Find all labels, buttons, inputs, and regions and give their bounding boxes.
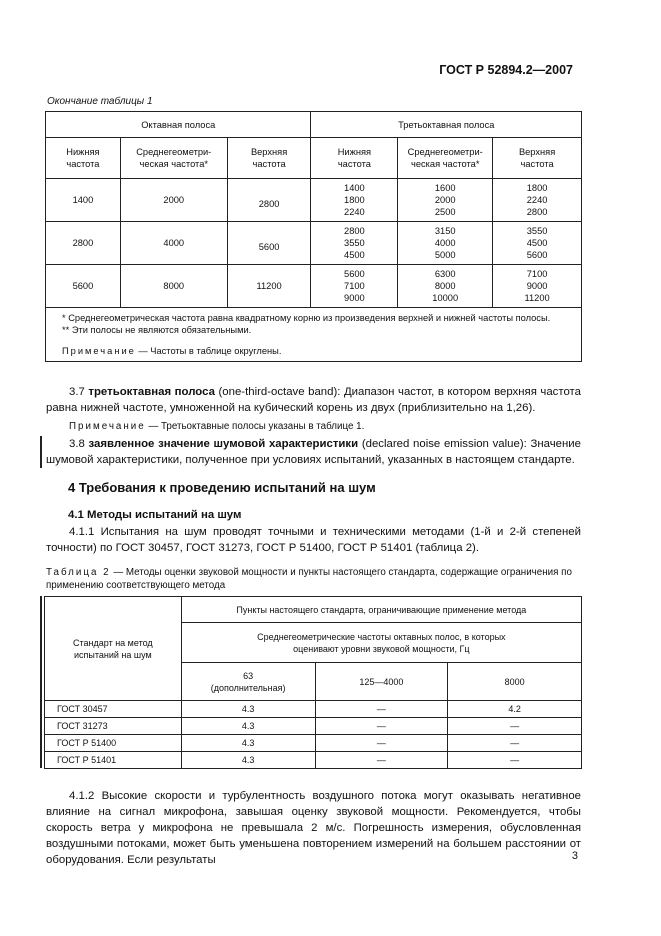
cell-63: 4.3 — [181, 735, 315, 752]
table1-footnote-2: ** Эти полосы не являются обязательными. — [62, 325, 252, 335]
table1 — [45, 111, 582, 362]
definition-3-7: 3.7 третьоктавная полоса (one-third-octave band): Диапазон частот, в котором верхняя частота равна нижней частоте, умноженной на кубический корень из двух (приблизительно на 1,26). — [46, 386, 581, 414]
table1-notes — [46, 308, 582, 362]
table-row — [46, 265, 582, 308]
cell-125-4000: — — [315, 701, 448, 718]
cell-standard: ГОСТ Р 51400 — [45, 735, 182, 752]
table2-header-row — [45, 597, 582, 623]
table1-group-third: Третьоктавная полоса — [311, 112, 582, 138]
cell-third-lower: 5600 7100 9000 — [311, 265, 398, 308]
page-number: 3 — [571, 850, 578, 862]
cell-standard: ГОСТ Р 51401 — [45, 752, 182, 769]
table-row — [45, 752, 582, 769]
cell-octave-upper: 5600 — [227, 222, 311, 265]
cell-63: 4.3 — [181, 752, 315, 769]
cell-8000: — — [448, 735, 582, 752]
cell-third-lower: 1400 1800 2240 — [311, 179, 398, 222]
table-row — [46, 222, 582, 265]
table-row — [46, 179, 582, 222]
paragraph-4-1-2: 4.1.2 Высокие скорости и турбулентность воздушного потока могут оказывать негативное влияние на сигнал микрофона, завышая оценку звуковой мощности. Рекомендуется, чтобы скорость ветра у микрофона не превышала 2 м/с. Погрешность измерения, обусловленная воздушными потоками, может быть уменьшена повторением измерений на большем расстоянии от оборудования. Если результаты — [46, 790, 581, 866]
cell-octave-lower: 5600 — [46, 265, 121, 308]
paragraph-4-1-1: 4.1.1 Испытания на шум проводят точными и техническими методами (1-й и 2-й степеней точности) по ГОСТ 30457, ГОСТ 31273, ГОСТ Р 51400, ГОСТ Р 51401 (таблица 2). — [46, 526, 581, 554]
table2-col-standard: Стандарт на метод испытаний на шум — [45, 597, 182, 701]
cell-octave-lower: 2800 — [46, 222, 121, 265]
table-row — [45, 718, 582, 735]
definition-3-8: 3.8 заявленное значение шумовой характеристики (declared noise emission value): Значение шумовой характеристики, полученное при условиях испытаний, указанных в настоящем стандарте. — [46, 438, 582, 466]
change-bar — [40, 596, 42, 768]
table1-group-octave: Октавная полоса — [46, 112, 311, 138]
table2-col-125-4000: 125—4000 — [315, 663, 448, 701]
table1-remark: Примечание — Частоты в таблице округлены. — [62, 346, 282, 356]
term-3-7: третьоктавная полоса — [88, 386, 215, 398]
cell-octave-upper: 11200 — [227, 265, 311, 308]
table2 — [44, 596, 582, 769]
term-3-8: заявленное значение шумовой характеристики — [88, 438, 359, 450]
table2-col-63: 63 (дополнительная) — [181, 663, 315, 701]
cell-63: 4.3 — [181, 701, 315, 718]
table-row — [45, 701, 582, 718]
cell-8000: 4.2 — [448, 701, 582, 718]
cell-octave-mid: 2000 — [120, 179, 227, 222]
table1-group-header-row — [46, 112, 582, 138]
section-4-heading: 4 Требования к проведению испытаний на шум — [68, 480, 376, 495]
cell-octave-lower: 1400 — [46, 179, 121, 222]
note-3-7: Примечание — Третьоктавные полосы указаны в таблице 1. — [69, 421, 365, 432]
table2-col-frequencies: Среднегеометрические частоты октавных полос, в которых оценивают уровни звуковой мощности, Гц — [181, 623, 581, 663]
cell-standard: ГОСТ 31273 — [45, 718, 182, 735]
cell-8000: — — [448, 752, 582, 769]
cell-125-4000: — — [315, 735, 448, 752]
section-4-1-heading: 4.1 Методы испытаний на шум — [68, 509, 242, 521]
cell-octave-mid: 8000 — [120, 265, 227, 308]
table1-col-mid-third: Среднегеометри- ческая частота* — [398, 138, 493, 179]
table1-col-lower-third: Нижняя частота — [311, 138, 398, 179]
cell-octave-mid: 4000 — [120, 222, 227, 265]
table2-col-points: Пункты настоящего стандарта, ограничивающие применение метода — [181, 597, 581, 623]
change-bar — [40, 436, 42, 468]
cell-third-upper: 1800 2240 2800 — [493, 179, 582, 222]
cell-third-mid: 3150 4000 5000 — [398, 222, 493, 265]
document-header: ГОСТ Р 52894.2—2007 — [439, 63, 573, 77]
cell-standard: ГОСТ 30457 — [45, 701, 182, 718]
table1-notes-row — [46, 308, 582, 362]
table-row — [45, 735, 582, 752]
cell-third-lower: 2800 3550 4500 — [311, 222, 398, 265]
table1-col-mid: Среднегеометри- ческая частота* — [120, 138, 227, 179]
cell-125-4000: — — [315, 718, 448, 735]
cell-octave-upper: 2800 — [227, 179, 311, 222]
cell-third-upper: 7100 9000 11200 — [493, 265, 582, 308]
cell-third-mid: 6300 8000 10000 — [398, 265, 493, 308]
cell-63: 4.3 — [181, 718, 315, 735]
table1-column-header-row — [46, 138, 582, 179]
table1-col-lower: Нижняя частота — [46, 138, 121, 179]
table1-col-upper: Верхняя частота — [227, 138, 311, 179]
cell-125-4000: — — [315, 752, 448, 769]
cell-8000: — — [448, 718, 582, 735]
cell-third-upper: 3550 4500 5600 — [493, 222, 582, 265]
cell-third-mid: 1600 2000 2500 — [398, 179, 493, 222]
table2-caption: Таблица 2 — Методы оценки звуковой мощности и пункты настоящего стандарта, содержащие ограничения по применению соответствующего метода — [46, 567, 572, 591]
table1-col-upper-third: Верхняя частота — [493, 138, 582, 179]
table1-continuation-caption: Окончание таблицы 1 — [47, 96, 153, 107]
table1-footnote-1: * Среднегеометрическая частота равна квадратному корню из произведения верхней и нижней частоты полосы. — [62, 313, 551, 323]
table2-col-8000: 8000 — [448, 663, 582, 701]
